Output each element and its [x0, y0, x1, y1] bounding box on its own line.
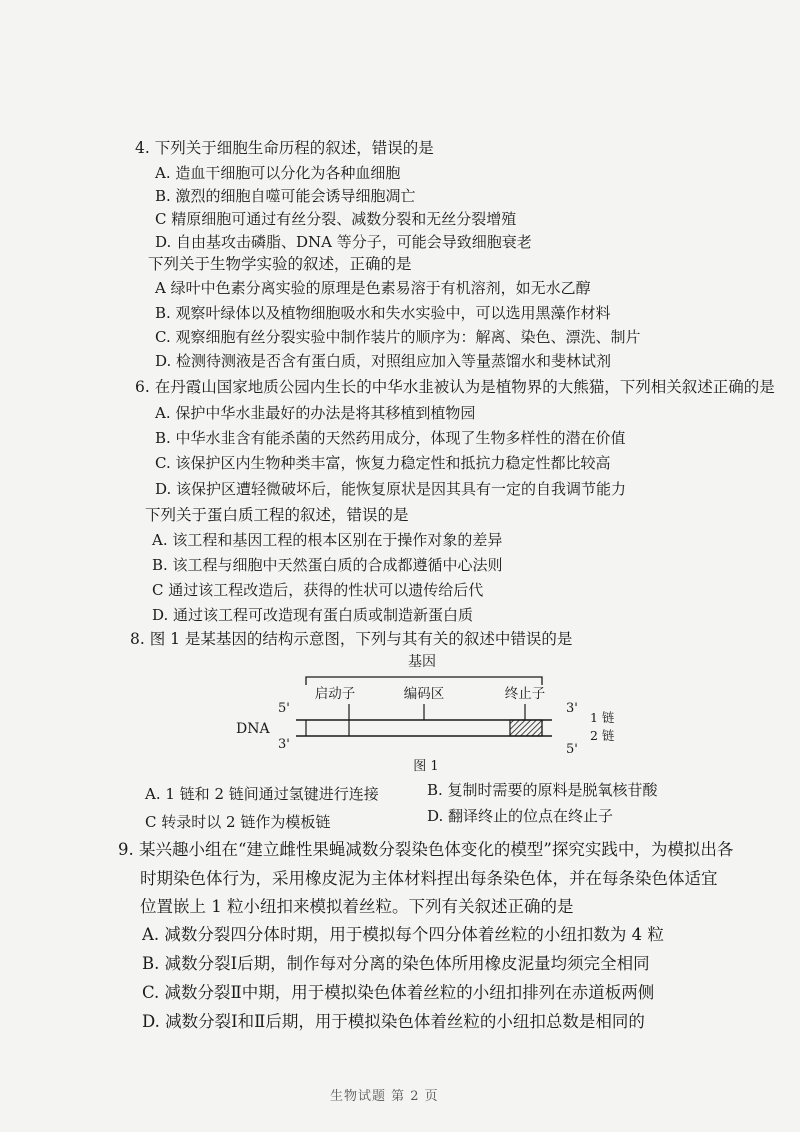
q6-option-b: B. 中华水韭含有能杀菌的天然药用成分，体现了生物多样性的潜在价值 [155, 429, 626, 447]
q4-option-d: D. 自由基攻击磷脂、DNA 等分子，可能会导致细胞衰老 [155, 233, 532, 251]
gene-label: 基因 [408, 654, 436, 670]
q8-stem: 8. 图 1 是某基因的结构示意图，下列与其有关的叙述中错误的是 [130, 630, 573, 648]
q6-option-a: A. 保护中华水韭最好的办法是将其移植到植物园 [155, 404, 476, 422]
q7-option-c: C 通过该工程改造后，获得的性状可以遗传给后代 [152, 581, 484, 599]
q8-option-b: B. 复制时需要的原料是脱氧核苷酸 [427, 781, 658, 799]
q6-stem: 6. 在丹霞山国家地质公园内生长的中华水韭被认为是植物界的大熊猫，下列相关叙述正确的是 [135, 378, 775, 396]
dna-label: DNA [236, 721, 270, 737]
q5-option-d: D. 检测待测液是否含有蛋白质，对照组应加入等量蒸馏水和斐林试剂 [155, 352, 612, 370]
q7-option-a: A. 该工程和基因工程的根本区别在于操作对象的差异 [152, 531, 503, 549]
q8-option-c: C 转录时以 2 链作为模板链 [145, 813, 331, 831]
q8-option-d: D. 翻译终止的位点在终止子 [427, 807, 614, 825]
q9-stem-line-3: 位置嵌上 1 粒小纽扣来模拟着丝粒。下列有关叙述正确的是 [140, 897, 574, 916]
q4-option-b: B. 激烈的细胞自噬可能会诱导细胞凋亡 [155, 187, 416, 205]
q7-stem: 下列关于蛋白质工程的叙述，错误的是 [145, 506, 409, 524]
q9-option-c: C. 减数分裂Ⅱ中期，用于模拟染色体着丝粒的小纽扣排列在赤道板两侧 [142, 983, 655, 1002]
q4-stem: 4. 下列关于细胞生命历程的叙述，错误的是 [135, 139, 434, 157]
three-prime-top: 3' [566, 701, 578, 716]
five-prime-bottom: 5' [566, 742, 578, 757]
q6-option-d: D. 该保护区遭轻微破坏后，能恢复原状是因其具有一定的自我调节能力 [155, 480, 627, 498]
gene-bracket [306, 677, 542, 685]
q8-option-a: A. 1 链和 2 链间通过氢键进行连接 [145, 785, 379, 803]
q9-stem-line-2: 时期染色体行为，采用橡皮泥为主体材料捏出每条染色体，并在每条染色体适宜 [140, 869, 718, 888]
page-footer: 生物试题 第 2 页 [330, 1089, 439, 1104]
q7-option-b: B. 该工程与细胞中天然蛋白质的合成都遵循中心法则 [152, 556, 503, 574]
q9-option-a: A. 减数分裂四分体时期，用于模拟每个四分体着丝粒的小纽扣数为 4 粒 [142, 925, 664, 944]
q9-option-b: B. 减数分裂Ⅰ后期，制作每对分离的染色体所用橡皮泥量均须完全相同 [142, 954, 650, 973]
q5-option-c: C. 观察细胞有丝分裂实验中制作装片的顺序为：解离、染色、漂洗、制片 [155, 328, 641, 346]
promoter-label: 启动子 [314, 686, 356, 702]
q6-option-c: C. 该保护区内生物种类丰富，恢复力稳定性和抵抗力稳定性都比较高 [155, 454, 611, 472]
terminator-label: 终止子 [504, 686, 546, 702]
strand-2-label: 2 链 [590, 728, 615, 743]
q4-option-a: A. 造血干细胞可以分化为各种血细胞 [155, 164, 401, 182]
five-prime-top: 5' [278, 701, 290, 716]
figure-caption: 图 1 [413, 759, 439, 774]
q4-option-c: C 精原细胞可通过有丝分裂、减数分裂和无丝分裂增殖 [155, 210, 517, 228]
three-prime-bottom: 3' [278, 737, 290, 752]
q9-option-d: D. 减数分裂Ⅰ和Ⅱ后期，用于模拟染色体着丝粒的小纽扣总数是相同的 [142, 1012, 645, 1031]
strand-1-label: 1 链 [590, 710, 615, 725]
q7-option-d: D. 通过该工程可改造现有蛋白质或制造新蛋白质 [152, 606, 474, 624]
q9-stem-line-1: 9. 某兴趣小组在“建立雌性果蝇减数分裂染色体变化的模型”探究实践中，为模拟出各 [118, 840, 734, 859]
q5-option-a: A 绿叶中色素分离实验的原理是色素易溶于有机溶剂，如无水乙醇 [155, 279, 591, 297]
q5-option-b: B. 观察叶绿体以及植物细胞吸水和失水实验中，可以选用黑藻作材料 [155, 304, 611, 322]
q5-stem: 下列关于生物学实验的叙述，正确的是 [148, 255, 412, 273]
terminator-region [510, 720, 542, 736]
coding-region-label: 编码区 [403, 686, 445, 702]
